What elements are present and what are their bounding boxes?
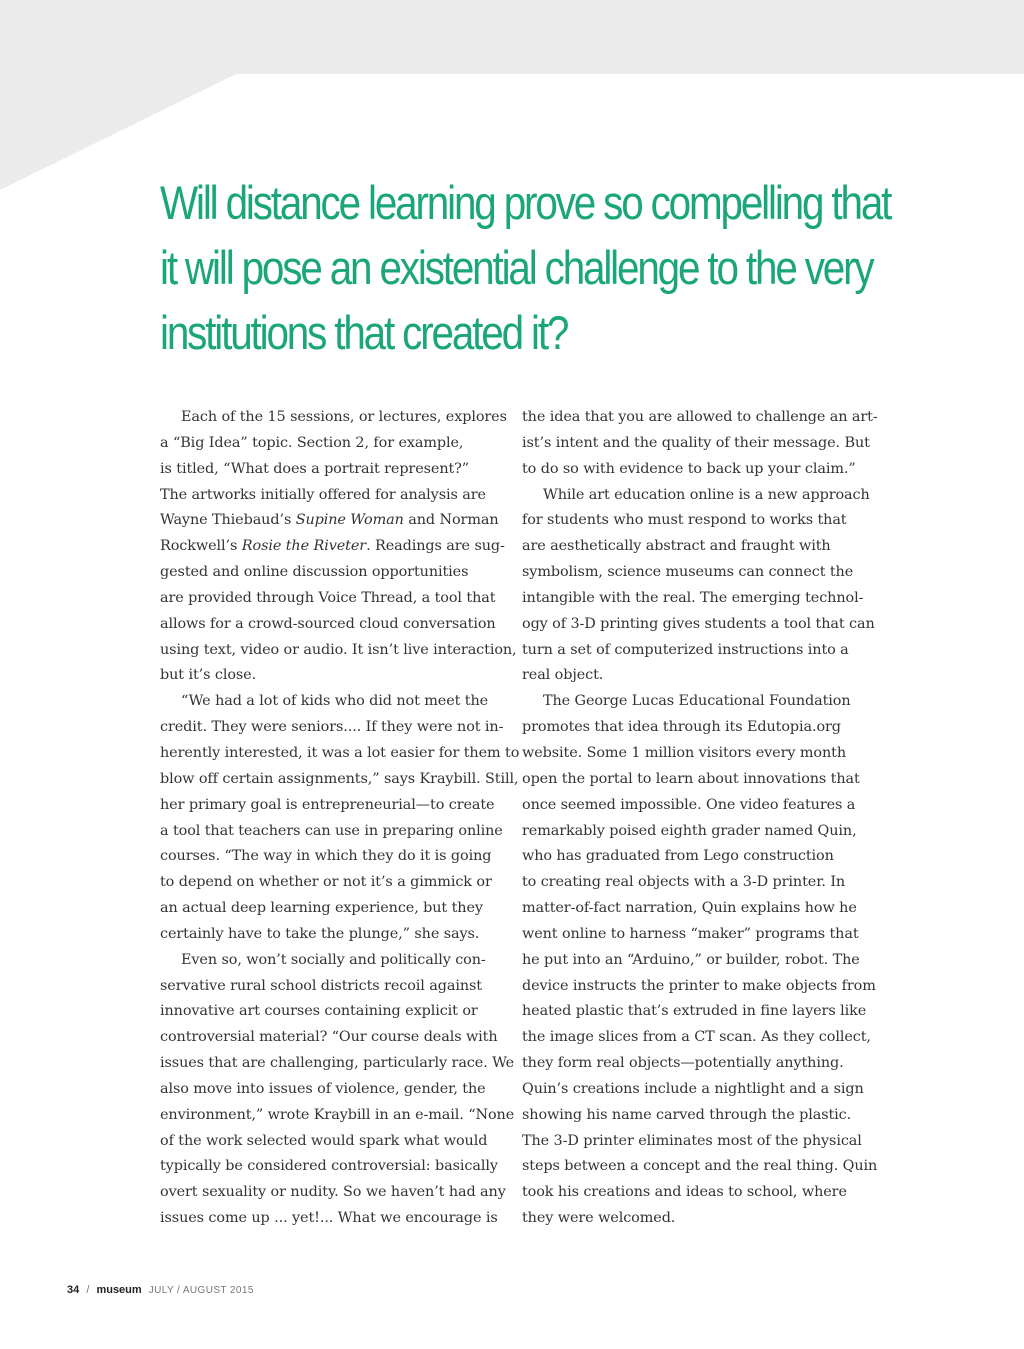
text-line: [522, 405, 878, 431]
text-line: [160, 819, 505, 845]
text-line: [160, 586, 505, 612]
text-run: her primary goal is entrepreneurial—to create: [160, 796, 495, 813]
text-run: but it’s close.: [160, 667, 257, 684]
text-run: steps between a concept and the real thing. Quin: [522, 1158, 878, 1175]
text-line: [522, 870, 867, 896]
text-run: they form real objects—potentially anything.: [522, 1055, 844, 1072]
text-line: [160, 560, 505, 586]
text-run: allows for a crowd-sourced cloud conversation: [160, 615, 496, 632]
pull-quote-line: Will distance learning prove so compelling that: [160, 176, 891, 229]
text-line: [522, 1025, 871, 1051]
text-line: [522, 457, 867, 483]
text-run: The 3-D printer eliminates most of the physical: [522, 1132, 862, 1149]
text-line: [522, 1154, 878, 1180]
text-line: [160, 1103, 515, 1129]
text-run: ogy of 3-D printing gives students a tool that can: [522, 615, 875, 632]
text-line: [160, 793, 505, 819]
text-line: [522, 1103, 867, 1129]
text-run: Even so, won’t socially and politically con-: [181, 951, 486, 968]
text-run: remarkably poised eighth grader named Quin,: [522, 822, 857, 839]
text-run: controversial material? “Our course deals with: [160, 1029, 498, 1046]
text-run: The George Lucas Educational Foundation: [543, 693, 851, 710]
text-line: [160, 1154, 505, 1180]
text-run: Each of the 15 sessions, or lectures, explores: [181, 409, 507, 425]
text-run: real object.: [522, 667, 604, 684]
text-line: [522, 1180, 867, 1206]
text-run: “We had a lot of kids who did not meet the: [181, 693, 489, 710]
text-line: [522, 948, 867, 974]
text-line: [160, 508, 505, 534]
text-line: [160, 715, 505, 741]
text-line: [522, 508, 867, 534]
page-number: 34: [67, 1284, 80, 1296]
background-corner-polygon: [0, 0, 1024, 190]
text-run: using text, video or audio. It isn’t live interaction,: [160, 641, 517, 658]
text-run: gested and online discussion opportunities: [160, 564, 469, 581]
text-run: showing his name carved through the plastic.: [522, 1106, 852, 1123]
text-run: he put into an “Arduino,” or builder, robot. The: [522, 951, 860, 968]
text-run: servative rural school districts recoil against: [160, 977, 482, 994]
text-line: [522, 663, 867, 689]
text-line: [522, 741, 867, 767]
text-line: [160, 1025, 505, 1051]
text-line: [522, 560, 867, 586]
text-run: Wayne Thiebaud’s: [160, 512, 296, 529]
artwork-title: Supine Woman: [295, 512, 404, 529]
text-run: Rockwell’s: [160, 538, 242, 555]
text-line: [160, 405, 505, 431]
text-line: [160, 948, 505, 974]
text-run: symbolism, science museums can connect the: [522, 564, 854, 581]
body-column-right: [522, 405, 878, 1232]
body-column-left: [160, 405, 520, 1232]
text-run: a tool that teachers can use in preparing online: [160, 822, 503, 839]
magazine-name: museum: [96, 1284, 142, 1296]
text-line: [160, 999, 505, 1025]
text-run: a “Big Idea” topic. Section 2, for example,: [160, 434, 464, 451]
text-run: to do so with evidence to back up your claim.”: [522, 460, 856, 477]
text-run: an actual deep learning experience, but they: [160, 900, 483, 917]
text-line: [522, 1077, 867, 1103]
text-run: once seemed impossible. One video features a: [522, 796, 856, 813]
text-run: who has graduated from Lego construction: [522, 848, 834, 865]
text-line: [522, 896, 867, 922]
text-run: herently interested, it was a lot easier for them to: [160, 744, 520, 761]
text-run: to depend on whether or not it’s a gimmick or: [160, 874, 492, 891]
text-line: [160, 1180, 505, 1206]
text-line: [522, 715, 867, 741]
text-line: [522, 1051, 867, 1077]
text-run: open the portal to learn about innovations that: [522, 770, 860, 787]
text-line: [160, 974, 505, 1000]
text-line: [160, 896, 505, 922]
text-line: [522, 793, 867, 819]
pull-quote-line: it will pose an existential challenge to the very: [160, 241, 873, 294]
text-run: innovative art courses containing explicit or: [160, 1003, 478, 1020]
text-line: [160, 1051, 515, 1077]
text-run: they were welcomed.: [522, 1210, 676, 1227]
text-run: matter-of-fact narration, Quin explains how he: [522, 900, 857, 917]
text-run: turn a set of computerized instructions into a: [522, 641, 849, 658]
text-line: [522, 612, 875, 638]
text-line: [522, 999, 867, 1025]
text-run: to creating real objects with a 3-D printer. In: [522, 874, 846, 891]
text-run: took his creations and ideas to school, where: [522, 1184, 847, 1201]
text-line: [522, 586, 867, 612]
text-line: [522, 689, 867, 715]
text-run: The artworks initially offered for analysis are: [160, 486, 486, 503]
text-run: issues come up ... yet!... What we encourage is: [160, 1210, 498, 1227]
text-run: went online to harness “maker” programs that: [522, 925, 859, 942]
text-run: are provided through Voice Thread, a tool that: [160, 589, 496, 606]
text-run: issues that are challenging, particularly race. We: [160, 1055, 515, 1072]
text-run: promotes that idea through its Edutopia.org: [522, 719, 841, 736]
text-line: [160, 922, 505, 948]
text-run: the image slices from a CT scan. As they collect,: [522, 1029, 871, 1046]
text-run: heated plastic that’s extruded in fine layers like: [522, 1003, 867, 1020]
text-line: [160, 844, 505, 870]
text-line: [160, 638, 517, 664]
text-run: Quin’s creations include a nightlight and a sign: [522, 1080, 864, 1097]
text-line: [522, 1129, 867, 1155]
text-line: [160, 767, 519, 793]
text-line: [160, 457, 505, 483]
text-run: While art education online is a new approach: [543, 486, 870, 503]
text-line: [160, 534, 505, 560]
artwork-title: Rosie the Riveter: [241, 538, 367, 555]
text-run: courses. “The way in which they do it is going: [160, 848, 492, 865]
text-line: [522, 844, 867, 870]
text-line: [522, 638, 867, 664]
text-run: intangible with the real. The emerging technol-: [522, 589, 864, 606]
text-line: [160, 689, 505, 715]
text-line: [522, 483, 870, 509]
pull-quote-line: institutions that created it?: [160, 306, 568, 359]
page-footer: [67, 1284, 254, 1296]
text-run: ist’s intent and the quality of their message. But: [522, 434, 870, 451]
text-run: are aesthetically abstract and fraught with: [522, 538, 831, 555]
text-line: [522, 1206, 867, 1232]
pull-quote: [160, 170, 891, 365]
text-run: device instructs the printer to make objects from: [522, 977, 876, 994]
text-line: [160, 741, 520, 767]
text-line: [160, 870, 505, 896]
footer-separator: /: [86, 1284, 90, 1296]
text-line: [160, 431, 505, 457]
text-run: also move into issues of violence, gender, the: [160, 1080, 486, 1097]
text-line: [522, 431, 870, 457]
text-run: overt sexuality or nudity. So we haven’t had any: [160, 1184, 506, 1201]
text-run: blow off certain assignments,” says Kraybill. Still,: [160, 770, 519, 787]
text-run: of the work selected would spark what would: [160, 1132, 488, 1149]
text-run: credit. They were seniors.... If they were not in-: [160, 719, 504, 736]
text-line: [160, 612, 505, 638]
text-run: certainly have to take the plunge,” she says.: [160, 925, 480, 942]
text-line: [160, 483, 505, 509]
text-line: [160, 1129, 505, 1155]
text-run: environment,” wrote Kraybill in an e-mail. “None: [160, 1106, 515, 1123]
text-line: [522, 819, 867, 845]
issue-date: JULY / AUGUST 2015: [148, 1285, 254, 1296]
text-line: [522, 974, 876, 1000]
text-line: [160, 663, 505, 689]
text-run: the idea that you are allowed to challenge an art-: [522, 409, 878, 425]
text-run: typically be considered controversial: basically: [160, 1158, 498, 1175]
text-line: [160, 1206, 505, 1232]
text-run: for students who must respond to works that: [522, 512, 847, 529]
text-run: is titled, “What does a portrait represent?”: [160, 460, 470, 477]
text-run: . Readings are sug-: [366, 538, 505, 555]
text-run: and Norman: [403, 512, 499, 529]
text-line: [522, 767, 867, 793]
text-line: [522, 922, 867, 948]
text-line: [522, 534, 867, 560]
text-line: [160, 1077, 505, 1103]
text-run: website. Some 1 million visitors every month: [522, 744, 847, 761]
